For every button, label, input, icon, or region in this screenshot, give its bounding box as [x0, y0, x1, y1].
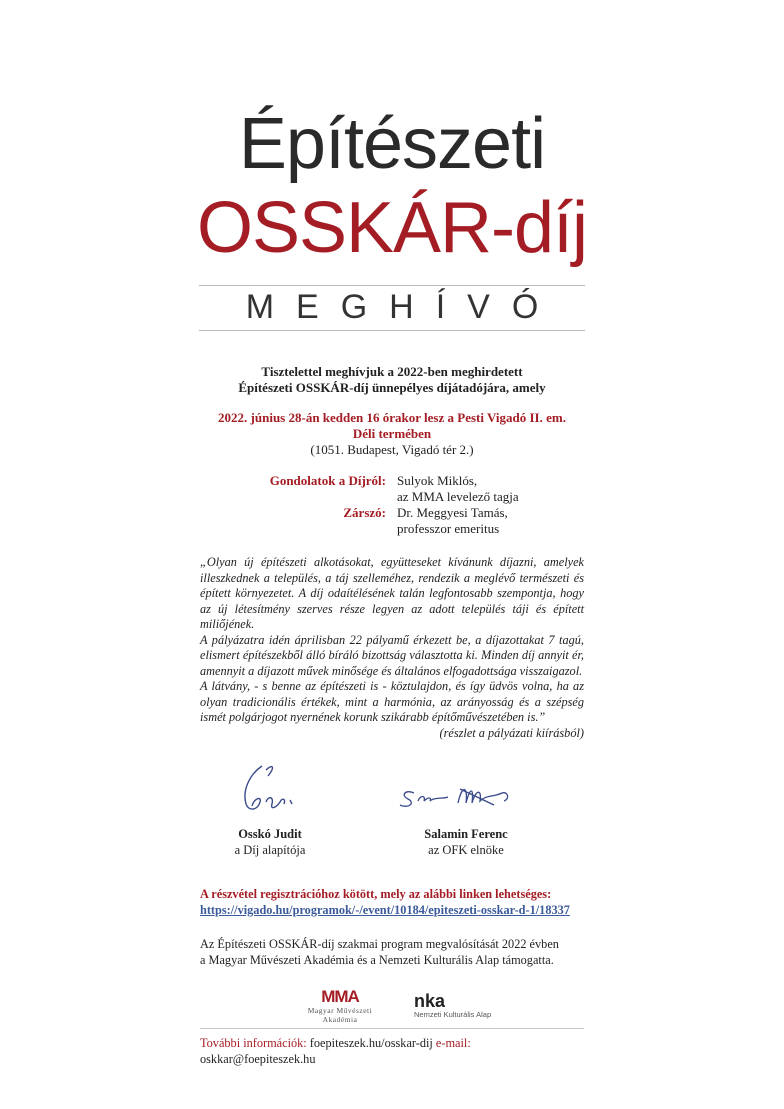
- title-line-2: OSSKÁR-díj: [196, 188, 588, 268]
- top-divider: [199, 285, 585, 286]
- registration-text: A részvétel regisztrációhoz kötött, mely az alábbi linken lehetséges:: [200, 887, 552, 901]
- nka-logo: [414, 992, 504, 1019]
- event-address: (1051. Budapest, Vigadó tér 2.): [310, 442, 474, 457]
- thoughts-label: Gondolatok a Díjról:: [269, 473, 386, 488]
- footer-email[interactable]: oskkar@foepiteszek.hu: [200, 1052, 316, 1066]
- registration-link[interactable]: https://vigado.hu/programok/-/event/10184/epiteszeti-osskar-d-1/18337: [200, 903, 570, 917]
- signature-salamin: [398, 775, 538, 815]
- footer: [200, 1035, 584, 1067]
- closing-label: Zárszó:: [343, 505, 386, 520]
- signatory-2-role: az OFK elnöke: [428, 843, 504, 857]
- invitation-line-2: Építészeti OSSKÁR-díj ünnepélyes díjátadójára, amely: [238, 380, 546, 395]
- footer-email-label: e-mail:: [435, 1036, 471, 1050]
- mma-logo-mark: MMA: [321, 987, 359, 1006]
- event-date-line-1: 2022. június 28-án kedden 16 órakor lesz a Pesti Vigadó II. em.: [218, 410, 566, 425]
- bottom-divider: [199, 330, 585, 331]
- closing-speaker: Dr. Meggyesi Tamás,: [397, 505, 508, 520]
- signatory-1-role: a Díj alapítója: [234, 843, 306, 857]
- event-date-line-2: Déli termében: [352, 426, 432, 441]
- title-line-1: Építészeti: [238, 104, 546, 184]
- quote-paragraph-1: „Olyan új építészeti alkotásokat, együtteseket kívánunk díjazni, amelyek illeszkednek a település, a táj szelleméhez, rendezik a meglévő természeti és épített környezetet. A díj odaítélésének talán legfontosabb szempontja, hogy az új létesítmény szerves része legyen az adott település táji és épített miliőjének.: [200, 555, 584, 631]
- closing-speaker-role: professzor emeritus: [397, 521, 500, 536]
- footer-info-url[interactable]: foepiteszek.hu/osskar-dij: [309, 1036, 433, 1050]
- mma-logo: [290, 988, 390, 1024]
- nka-logo-text: Nemzeti Kulturális Alap: [414, 1010, 492, 1019]
- support-line-2: a Magyar Művészeti Akadémia és a Nemzeti Kulturális Alap támogatta.: [200, 953, 554, 967]
- signatory-1-name: Osskó Judit: [238, 827, 302, 841]
- support-line-1: Az Építészeti OSSKÁR-díj szakmai program megvalósítását 2022 évben: [200, 937, 559, 951]
- thoughts-speaker-role: az MMA levelező tagja: [397, 489, 519, 504]
- signature-osskó: [232, 760, 312, 820]
- quote-paragraph-2: A pályázatra idén áprilisban 22 pályamű érkezett be, a díjazottakat 7 tagú, elismert építészekből álló bíráló bizottság választotta ki. Minden díj annyit ér, amennyit a díjazott művek minősége és általános elfogadottsága visszaigazol.: [200, 632, 584, 678]
- mma-logo-text: Magyar Művészeti Akadémia: [307, 1006, 373, 1024]
- quote-paragraph-3: A látvány, - s benne az építészeti is - köztulajdon, és így üdvös volna, ha az olyan tradicionális értékek, mint a harmónia, az arányosság és a szépség ismét polgárjogot nyernének korunk szikárabb építőművészetében is.”: [200, 679, 584, 724]
- subtitle: MEGHÍVÓ: [245, 288, 561, 326]
- quote-source: (részlet a pályázati kiírásból): [439, 725, 584, 740]
- footer-info-label: További információk:: [200, 1036, 307, 1050]
- quote-block: [200, 555, 584, 741]
- thoughts-speaker: Sulyok Miklós,: [397, 473, 478, 488]
- invitation-line-1: Tisztelettel meghívjuk a 2022-ben meghirdetett: [261, 364, 523, 379]
- signatory-2-name: Salamin Ferenc: [424, 827, 508, 841]
- nka-logo-mark: nka: [414, 991, 446, 1011]
- footer-divider: [200, 1028, 584, 1029]
